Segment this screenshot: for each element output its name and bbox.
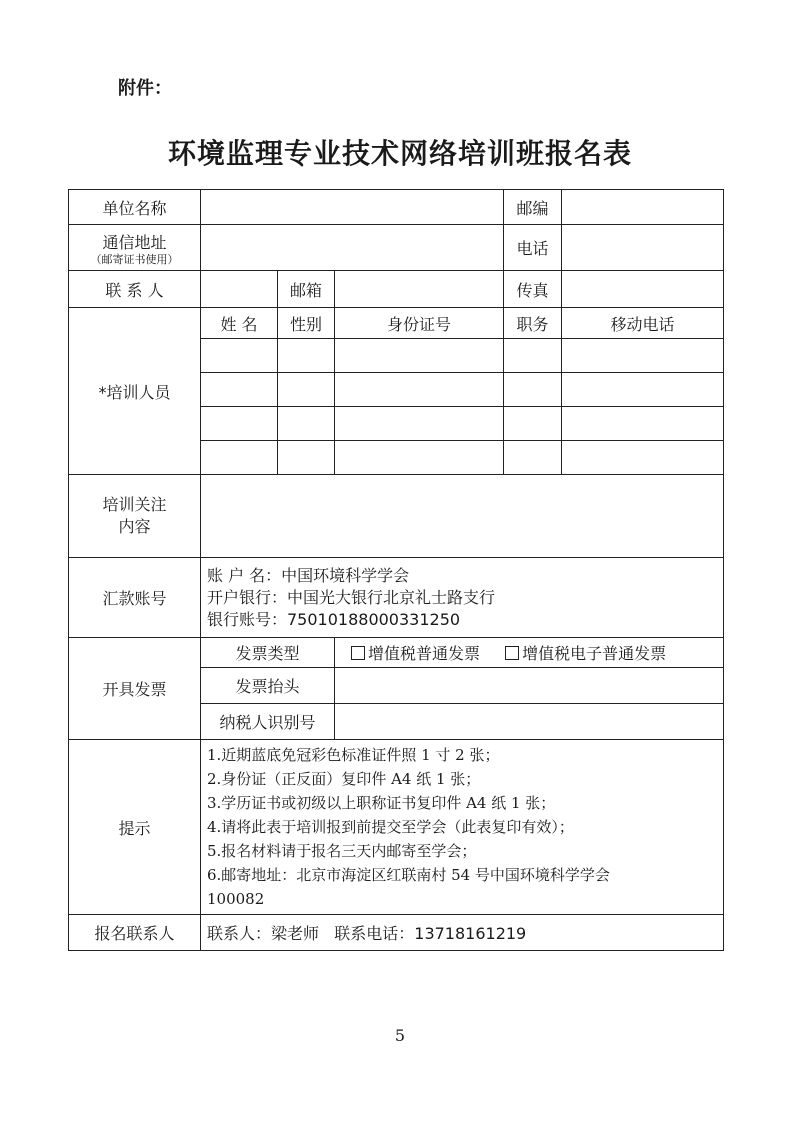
- registration-form-table: [68, 189, 724, 951]
- row-focus: [69, 475, 724, 558]
- trainee-name-cell[interactable]: [201, 373, 278, 407]
- trainee-id-cell[interactable]: [335, 373, 504, 407]
- row-tips: [69, 740, 724, 915]
- trainee-gender-cell[interactable]: [278, 339, 335, 373]
- registration-contact-label: 报名联系人: [69, 915, 201, 951]
- trainees-label: *培训人员: [69, 308, 201, 475]
- trainee-id-cell[interactable]: [335, 339, 504, 373]
- phone-field[interactable]: [562, 225, 724, 271]
- trainee-mobile-cell[interactable]: [562, 339, 724, 373]
- address-label: [69, 225, 201, 271]
- phone-label: 电话: [504, 225, 562, 271]
- trainee-header-name: 姓 名: [201, 308, 278, 339]
- email-label: 邮箱: [278, 271, 335, 308]
- invoice-label: 开具发票: [69, 638, 201, 740]
- tips-content: [201, 740, 724, 915]
- taxid-label: 纳税人识别号: [201, 704, 335, 740]
- invoice-type-label: 发票类型: [201, 638, 335, 668]
- trainee-id-cell[interactable]: [335, 407, 504, 441]
- page-number: 5: [394, 1026, 406, 1045]
- trainee-title-cell[interactable]: [504, 407, 562, 441]
- taxid-field[interactable]: [335, 704, 724, 740]
- trainee-header-id: 身份证号: [335, 308, 504, 339]
- trainee-gender-cell[interactable]: [278, 441, 335, 475]
- checkbox-icon[interactable]: [505, 646, 519, 660]
- invoice-type-row: [69, 638, 724, 668]
- trainee-header-title: 职务: [504, 308, 562, 339]
- trainee-gender-cell[interactable]: [278, 407, 335, 441]
- row-account: [69, 558, 724, 638]
- tip-line: 5.报名材料请于报名三天内邮寄至学会；: [207, 842, 477, 860]
- tip-line: 6.邮寄地址：北京市海淀区红联南村 54 号中国环境科学学会: [207, 866, 610, 884]
- trainee-title-cell[interactable]: [504, 373, 562, 407]
- trainee-title-cell[interactable]: [504, 339, 562, 373]
- invoice-option-general[interactable]: [351, 644, 480, 663]
- contact-field[interactable]: [201, 271, 278, 308]
- tip-line: 2.身份证（正反面）复印件 A4 纸 1 张；: [207, 770, 481, 788]
- unit-name-field[interactable]: [201, 190, 504, 225]
- tip-line: 100082: [207, 890, 265, 908]
- trainee-header-gender: 性别: [278, 308, 335, 339]
- account-label: 汇款账号: [69, 558, 201, 638]
- tip-line: 4.请将此表于培训报到前提交至学会（此表复印有效）；: [207, 818, 574, 836]
- tip-line: 1.近期蓝底免冠彩色标准证件照 1 寸 2 张；: [207, 746, 500, 764]
- email-field[interactable]: [335, 271, 504, 308]
- tips-label: 提示: [69, 740, 201, 915]
- trainee-header-row: [69, 308, 724, 339]
- fax-field[interactable]: [562, 271, 724, 308]
- row-contact: [69, 271, 724, 308]
- trainee-mobile-cell[interactable]: [562, 407, 724, 441]
- postcode-field[interactable]: [562, 190, 724, 225]
- trainee-mobile-cell[interactable]: [562, 373, 724, 407]
- focus-label: [69, 475, 201, 558]
- trainee-header-mobile: 移动电话: [562, 308, 724, 339]
- attachment-label: 附件：: [118, 78, 172, 99]
- registration-contact-value: 联系人：梁老师 联系电话：13718161219: [201, 915, 724, 951]
- checkbox-icon[interactable]: [351, 646, 365, 660]
- invoice-header-label: 发票抬头: [201, 668, 335, 704]
- trainee-title-cell[interactable]: [504, 441, 562, 475]
- invoice-header-field[interactable]: [335, 668, 724, 704]
- focus-field[interactable]: [201, 475, 724, 558]
- contact-label: 联 系 人: [69, 271, 201, 308]
- row-address: [69, 225, 724, 271]
- postcode-label: 邮编: [504, 190, 562, 225]
- focus-label-line1: 培训关注: [102, 495, 167, 514]
- trainee-gender-cell[interactable]: [278, 373, 335, 407]
- address-label-text: 通信地址: [102, 232, 167, 252]
- trainee-name-cell[interactable]: [201, 339, 278, 373]
- trainee-mobile-cell[interactable]: [562, 441, 724, 475]
- account-bank-line: 开户银行：中国光大银行北京礼士路支行: [207, 587, 496, 607]
- account-number-line: 银行账号：75010188000331250: [207, 609, 461, 629]
- trainee-id-cell[interactable]: [335, 441, 504, 475]
- invoice-type-options: [335, 638, 724, 668]
- fax-label: 传真: [504, 271, 562, 308]
- row-unit: [69, 190, 724, 225]
- trainee-name-cell[interactable]: [201, 407, 278, 441]
- focus-label-line2: 内容: [118, 517, 151, 536]
- invoice-option-electronic-label: 增值税电子普通发票: [522, 644, 667, 663]
- invoice-option-electronic[interactable]: [505, 644, 666, 663]
- address-field[interactable]: [201, 225, 504, 271]
- unit-name-label: 单位名称: [69, 190, 201, 225]
- account-name-line: 账 户 名：中国环境科学学会: [207, 565, 410, 585]
- invoice-option-general-label: 增值税普通发票: [368, 644, 481, 663]
- account-info: [201, 558, 724, 638]
- form-title: 环境监理专业技术网络培训班报名表: [167, 137, 632, 170]
- tip-line: 3.学历证书或初级以上职称证书复印件 A4 纸 1 张；: [207, 794, 556, 812]
- row-registration-contact: [69, 915, 724, 951]
- trainee-name-cell[interactable]: [201, 441, 278, 475]
- address-note: （邮寄证书使用）: [90, 252, 179, 266]
